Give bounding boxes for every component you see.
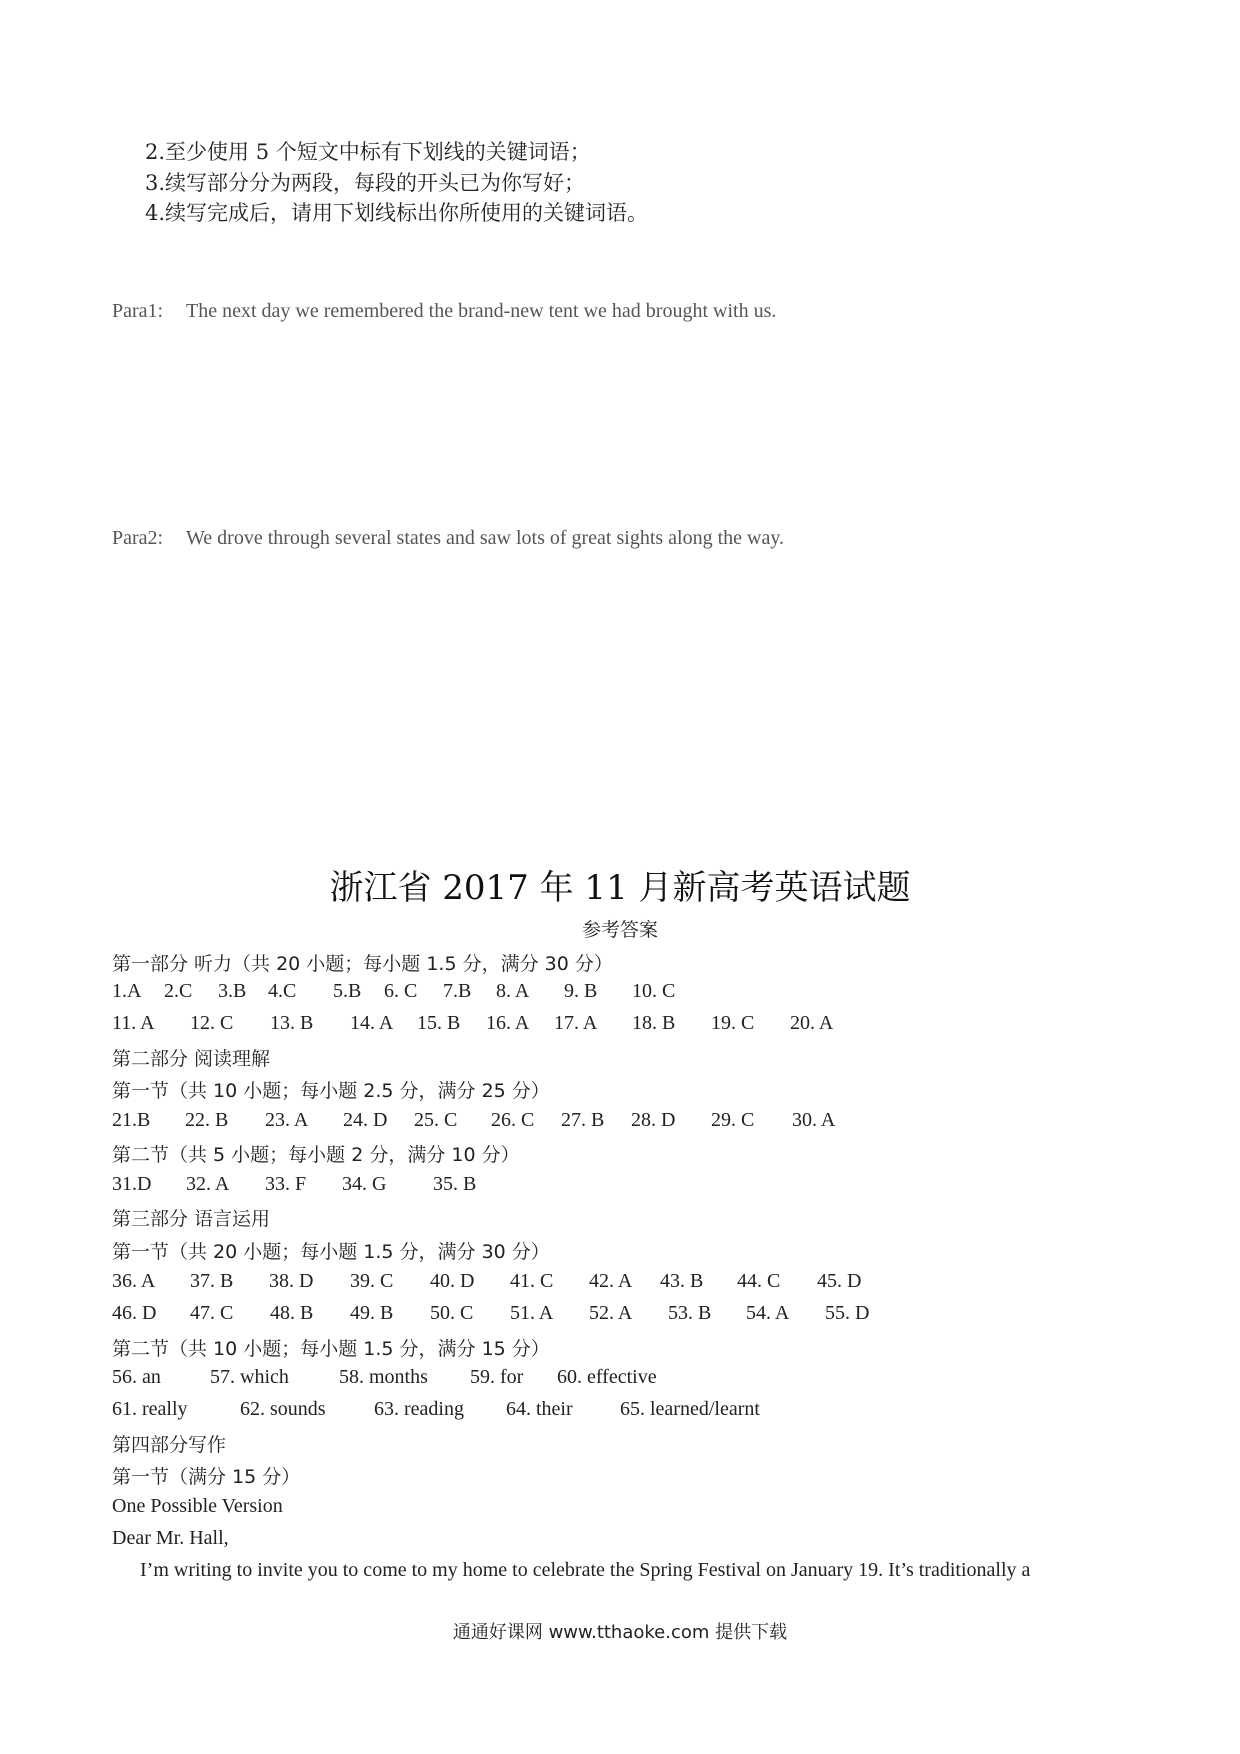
answer-item: 61. really — [112, 1398, 188, 1420]
answer-key-title: 浙江省 2017 年 11 月新高考英语试题 — [329, 868, 911, 908]
answer-item: 56. an — [112, 1366, 161, 1388]
answer-item: 20. A — [790, 1012, 834, 1034]
answer-item: 30. A — [792, 1109, 836, 1131]
answer-item: 10. C — [632, 980, 676, 1002]
answer-item: 5.B — [333, 980, 362, 1002]
para1-label: Para1: — [112, 300, 164, 322]
answer-item: 29. C — [711, 1109, 755, 1131]
part1-heading: 第一部分 听力（共 20 小题；每小题 1.5 分，满分 30 分） — [112, 953, 613, 975]
answer-item: 14. A — [350, 1012, 394, 1034]
answer-item: 2.C — [164, 980, 193, 1002]
answer-item: 9. B — [564, 980, 598, 1002]
model-essay-version: One Possible Version — [112, 1495, 283, 1517]
answer-item: 53. B — [668, 1302, 712, 1324]
part3-heading: 第三部分 语言运用 — [112, 1208, 271, 1230]
answer-item: 4.C — [268, 980, 297, 1002]
answer-item: 41. C — [510, 1270, 554, 1292]
answer-item: 22. B — [185, 1109, 229, 1131]
answer-item: 18. B — [632, 1012, 676, 1034]
part3-sec1-heading: 第一节（共 20 小题；每小题 1.5 分，满分 30 分） — [112, 1241, 550, 1263]
para1-text: The next day we remembered the brand-new tent we had brought with us. — [186, 300, 777, 322]
answer-item: 28. D — [631, 1109, 676, 1131]
para2-label: Para2: — [112, 527, 164, 549]
answer-item: 63. reading — [374, 1398, 464, 1420]
answer-item: 55. D — [825, 1302, 870, 1324]
answer-item: 62. sounds — [240, 1398, 326, 1420]
answer-item: 35. B — [433, 1173, 477, 1195]
requirement-3: 3.续写部分分为两段，每段的开头已为你写好； — [145, 171, 586, 195]
letter-salutation: Dear Mr. Hall, — [112, 1527, 229, 1549]
answer-item: 45. D — [817, 1270, 862, 1292]
para2-text: We drove through several states and saw lots of great sights along the way. — [186, 527, 785, 549]
answer-item: 31.D — [112, 1173, 152, 1195]
part3-sec2-heading: 第二节（共 10 小题；每小题 1.5 分，满分 15 分） — [112, 1338, 550, 1360]
page-footer: 通通好课网 www.tthaoke.com 提供下载 — [452, 1622, 788, 1643]
answer-item: 12. C — [190, 1012, 234, 1034]
requirement-2: 2.至少使用 5 个短文中标有下划线的关键词语； — [145, 140, 591, 164]
answer-item: 59. for — [470, 1366, 524, 1388]
answer-item: 36. A — [112, 1270, 156, 1292]
answer-item: 19. C — [711, 1012, 755, 1034]
answer-item: 50. C — [430, 1302, 474, 1324]
part2-heading: 第二部分 阅读理解 — [112, 1048, 271, 1070]
answer-item: 27. B — [561, 1109, 605, 1131]
answer-item: 8. A — [496, 980, 530, 1002]
answer-item: 49. B — [350, 1302, 394, 1324]
requirement-4: 4.续写完成后，请用下划线标出你所使用的关键词语。 — [145, 201, 649, 225]
answer-item: 25. C — [414, 1109, 458, 1131]
answer-item: 11. A — [112, 1012, 155, 1034]
part2-sec2-heading: 第二节（共 5 小题；每小题 2 分，满分 10 分） — [112, 1144, 520, 1166]
answer-item: 6. C — [384, 980, 418, 1002]
answer-item: 52. A — [589, 1302, 633, 1324]
part2-sec1-heading: 第一节（共 10 小题；每小题 2.5 分，满分 25 分） — [112, 1080, 550, 1102]
para1-prompt — [112, 300, 776, 323]
answer-item: 23. A — [265, 1109, 309, 1131]
answer-item: 51. A — [510, 1302, 554, 1324]
answer-item: 32. A — [186, 1173, 230, 1195]
answer-item: 37. B — [190, 1270, 234, 1292]
answer-item: 46. D — [112, 1302, 157, 1324]
answer-key-subtitle: 参考答案 — [581, 919, 658, 941]
answer-item: 64. their — [506, 1398, 573, 1420]
answer-item: 38. D — [269, 1270, 314, 1292]
answer-item: 48. B — [270, 1302, 314, 1324]
answer-item: 7.B — [443, 980, 472, 1002]
answer-item: 26. C — [491, 1109, 535, 1131]
answer-item: 57. which — [210, 1366, 289, 1388]
answer-item: 1.A — [112, 980, 142, 1002]
answer-item: 33. F — [265, 1173, 307, 1195]
answer-item: 24. D — [343, 1109, 388, 1131]
answer-item: 47. C — [190, 1302, 234, 1324]
answer-item: 21.B — [112, 1109, 151, 1131]
answer-item: 54. A — [746, 1302, 790, 1324]
answer-item: 65. learned/learnt — [620, 1398, 760, 1420]
answer-item: 3.B — [218, 980, 247, 1002]
answer-item: 60. effective — [557, 1366, 657, 1388]
answer-item: 17. A — [554, 1012, 598, 1034]
part4-heading: 第四部分写作 — [112, 1434, 227, 1456]
answer-item: 42. A — [589, 1270, 633, 1292]
answer-item: 43. B — [660, 1270, 704, 1292]
answer-item: 34. G — [342, 1173, 387, 1195]
answer-item: 40. D — [430, 1270, 475, 1292]
answer-item: 15. B — [417, 1012, 461, 1034]
letter-body-line: I’m writing to invite you to come to my home to celebrate the Spring Festival on January 19. It’s traditionally a — [140, 1559, 1031, 1581]
answer-item: 39. C — [350, 1270, 394, 1292]
answer-item: 44. C — [737, 1270, 781, 1292]
answer-item: 58. months — [339, 1366, 428, 1388]
answer-item: 16. A — [486, 1012, 530, 1034]
para2-prompt — [112, 527, 784, 550]
answer-item: 13. B — [270, 1012, 314, 1034]
part4-sec1-heading: 第一节（满分 15 分） — [112, 1466, 301, 1488]
